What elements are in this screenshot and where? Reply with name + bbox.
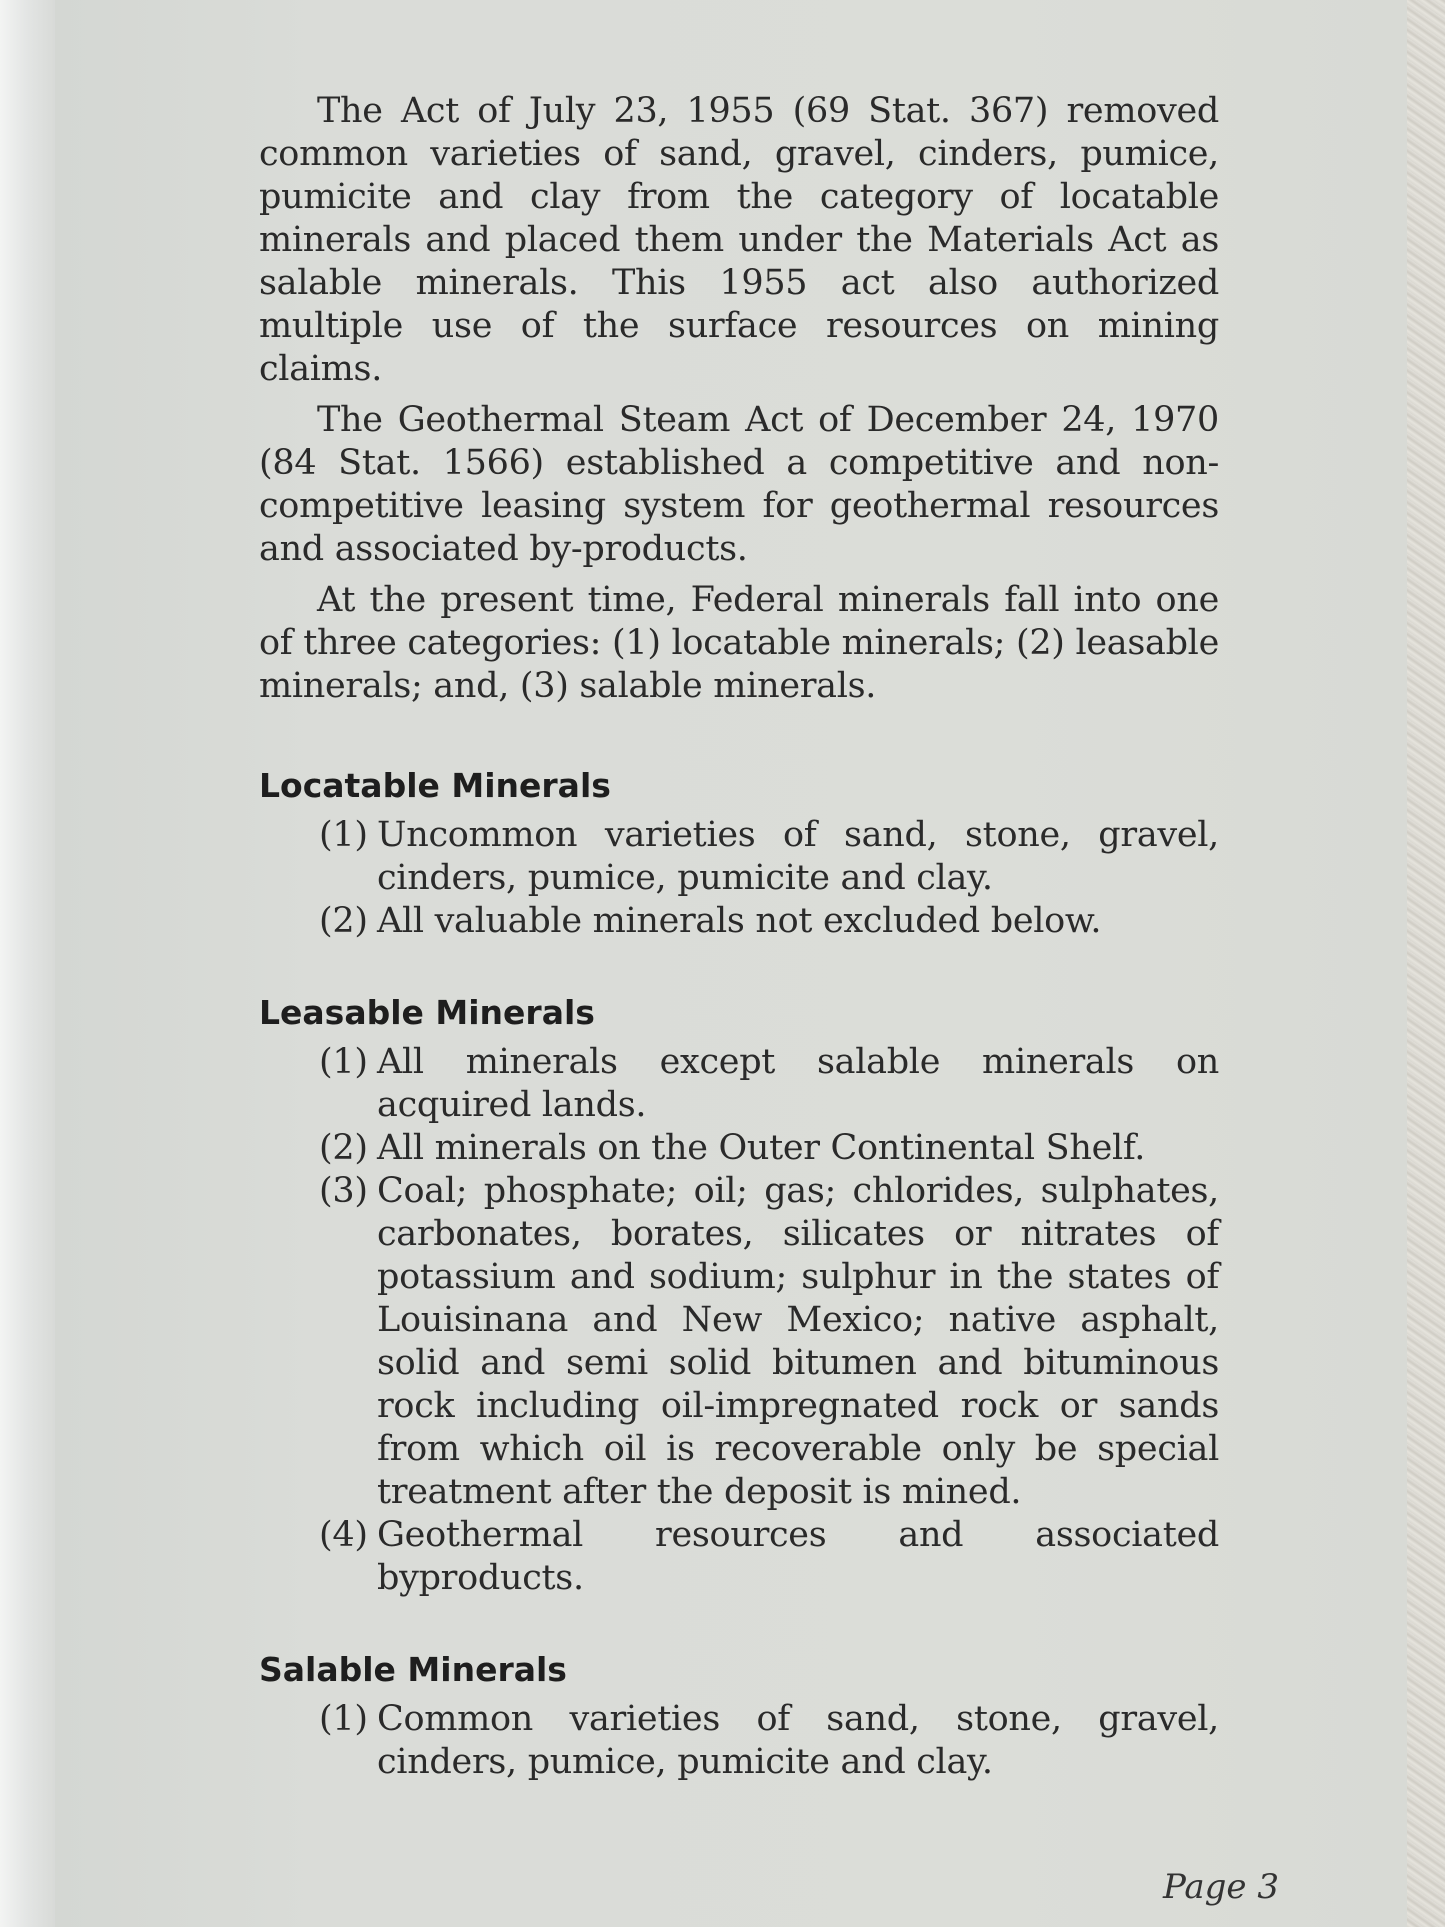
paragraph-categories: At the present time, Federal minerals fall into one of three categories: (1) locatable minerals; (2) leasable minerals; and, (3) salable minerals. xyxy=(259,580,1219,706)
item-number: (1) xyxy=(319,815,368,855)
item-number: (1) xyxy=(319,1699,368,1739)
item-text: Coal; phosphate; oil; gas; chlorides, sulphates, carbonates, borates, silicates or nitrates of potassium and sodium; sulphur in the states of Louisinana and New Mexico; native asphalt, solid and semi solid bitumen and bituminous rock including oil-impregnated rock or sands from which oil is recoverable only be special treatment after the deposit is mined. xyxy=(377,1171,1219,1512)
list-item xyxy=(259,814,1219,900)
page-number: Page 3 xyxy=(1163,1867,1279,1907)
page-content xyxy=(259,90,1219,1784)
list-item xyxy=(259,1170,1219,1514)
leasable-list xyxy=(259,1041,1219,1600)
section-heading: Locatable Minerals xyxy=(259,766,611,805)
list-item xyxy=(259,900,1219,943)
item-number: (1) xyxy=(319,1042,368,1082)
item-number: (3) xyxy=(319,1171,368,1211)
paragraph-geothermal-act: The Geothermal Steam Act of December 24, 1970 (84 Stat. 1566) established a competitive and non-competitive leasing system for geothermal resources and associated by-products. xyxy=(259,400,1219,569)
salable-list xyxy=(259,1698,1219,1784)
item-text: Uncommon varieties of sand, stone, gravel, cinders, pumice, pumicite and clay. xyxy=(377,815,1219,898)
item-text: All minerals except salable minerals on acquired lands. xyxy=(377,1042,1219,1125)
item-text: Common varieties of sand, stone, gravel, cinders, pumice, pumicite and clay. xyxy=(377,1699,1219,1782)
item-text: All valuable minerals not excluded below. xyxy=(377,901,1102,941)
list-item xyxy=(259,1514,1219,1600)
section-heading: Leasable Minerals xyxy=(259,993,595,1032)
item-number: (2) xyxy=(319,901,368,941)
section-heading: Salable Minerals xyxy=(259,1650,567,1689)
section-leasable xyxy=(259,993,1219,1600)
list-item xyxy=(259,1127,1219,1170)
locatable-list xyxy=(259,814,1219,943)
item-number: (2) xyxy=(319,1128,368,1168)
book-binding-edge xyxy=(0,0,60,1927)
item-text: All minerals on the Outer Continental Shelf. xyxy=(377,1128,1146,1168)
item-number: (4) xyxy=(319,1515,368,1555)
background-surface xyxy=(1407,0,1445,1927)
list-item xyxy=(259,1698,1219,1784)
list-item xyxy=(259,1041,1219,1127)
section-locatable xyxy=(259,766,1219,943)
section-salable xyxy=(259,1650,1219,1784)
item-text: Geothermal resources and associated byproducts. xyxy=(377,1515,1219,1598)
document-page xyxy=(55,0,1407,1927)
paragraph-act-1955: The Act of July 23, 1955 (69 Stat. 367) removed common varieties of sand, gravel, cinders, pumice, pumicite and clay from the category of locatable minerals and placed them under the Materials Act as salable minerals. This 1955 act also authorized multiple use of the surface resources on mining claims. xyxy=(259,91,1219,389)
